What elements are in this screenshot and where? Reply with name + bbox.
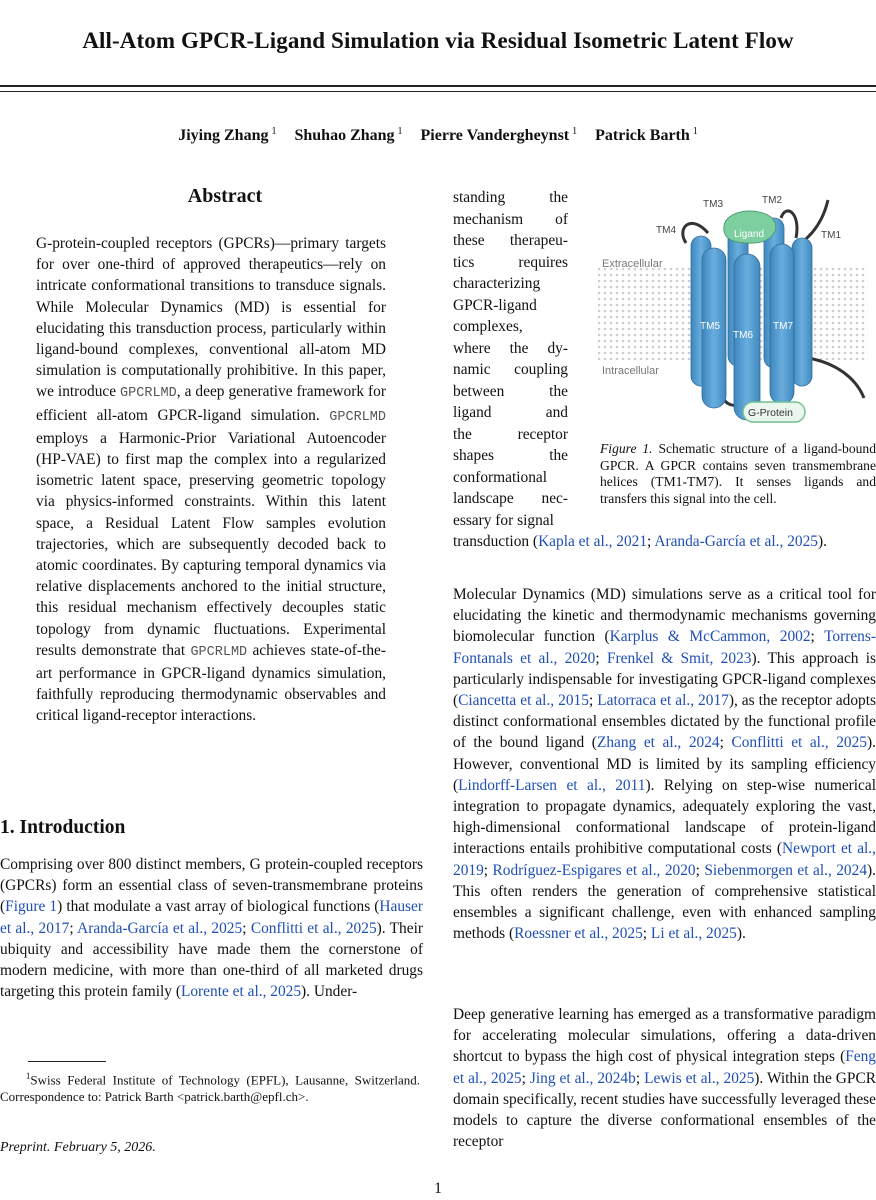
tm3-label: TM3: [703, 199, 723, 210]
citation-link[interactable]: Hauser et al., 2017: [0, 898, 423, 937]
intracellular-label: Intracellular: [602, 365, 659, 377]
text-line: conformational: [453, 468, 548, 486]
section-heading-introduction: 1. Introduction: [0, 817, 126, 838]
text-line: essary for signal: [453, 511, 554, 529]
author: Shuhao Zhang $^1$: [294, 126, 403, 145]
text-line: tics requires: [453, 253, 568, 271]
citation-link[interactable]: Conflitti et al., 2025: [250, 919, 377, 937]
ligand-label: Ligand: [734, 229, 765, 240]
text-line: ligand and: [453, 404, 568, 421]
intro-continuation: transduction (Kapla et al., 2021; Aranda-García et al., 2025).: [453, 533, 827, 550]
citation-link[interactable]: Rodríguez-Espigares et al., 2020: [492, 861, 696, 879]
paper-title: All-Atom GPCR-Ligand Simulation via Residual Isometric Latent Flow: [82, 28, 794, 53]
figure-link[interactable]: Figure 1: [5, 898, 58, 916]
text-line: shapes the: [453, 447, 568, 464]
figure-caption: Figure 1. Schematic structure of a ligand-bound GPCR. A GPCR contains seven transmembrane helices (TM1-TM7). It senses ligands and transfers this signal into the cell.: [600, 441, 876, 506]
tm5-label: TM5: [700, 321, 720, 332]
tm6-label: TM6: [733, 330, 753, 341]
author: Jiying Zhang $^1$: [178, 126, 277, 145]
tm7-label: TM7: [773, 321, 793, 332]
citation-link[interactable]: Aranda-García et al., 2025: [654, 533, 818, 550]
g-protein-label: G-Protein: [748, 407, 793, 419]
figure-caption-label: Figure 1.: [600, 441, 653, 456]
generative-paragraph: Deep generative learning has emerged as a transformative paradigm for accelerating molecular simulations, offering a data-driven shortcut to bypass the high cost of physical integration steps (Feng et al., 2025; Jing et al., 2024b; Lewis et al., 2025). Within the GPCR domain specifically, recent studies have successfully leveraged these models to capture the diverse conformational ensembles of the receptor: [453, 1006, 876, 1151]
citation-link[interactable]: Roessner et al., 2025: [514, 925, 643, 943]
citation-link[interactable]: Aranda-García et al., 2025: [77, 919, 243, 937]
title-rule-bottom: [0, 91, 876, 92]
citation-link[interactable]: Frenkel & Smit, 2023: [606, 649, 752, 667]
text-line: these therapeu-: [453, 232, 568, 249]
tm1-label: TM1: [821, 230, 841, 241]
tm2-label: TM2: [762, 195, 782, 206]
citation-link[interactable]: Lorente et al., 2025: [180, 983, 302, 1001]
citation-link[interactable]: Siebenmorgen et al., 2024: [704, 861, 868, 879]
model-name: GPCRLMD: [190, 644, 248, 660]
citation-link[interactable]: Jing et al., 2024b: [529, 1069, 636, 1087]
text-line: standing the: [453, 189, 568, 206]
text-line: landscape nec-: [453, 490, 568, 507]
text-line: mechanism of: [453, 210, 568, 228]
citation-link[interactable]: Li et al., 2025: [650, 925, 737, 943]
abstract-heading: Abstract: [187, 185, 263, 207]
text-line: the receptor: [453, 425, 568, 443]
gpcr-schematic-figure: [596, 188, 871, 428]
text-line: complexes,: [453, 318, 523, 335]
model-name: GPCRLMD: [329, 409, 386, 425]
abstract-body: G-protein-coupled receptors (GPCRs)—primary targets for over one-third of approved therapeutics—rely on intricate conformational transitions to transduce signals. While Molecular Dynamics (MD) is essential for elucidating this transduction process, particularly within ligand-bound complexes, conventional all-atom MD simulation is computationally prohibitive. In this paper, we introduce GPCRLMD, a deep generative framework for efficient all-atom GPCR-ligand simulation. GPCRLMD employs a Harmonic-Prior Variational Autoencoder (HP-VAE) to first map the complex into a regularized isometric latent space, preserving geometric topology via physics-informed constraints. Within this latent space, a Residual Latent Flow samples evolution trajectories, which are subsequently decoded back to atomic coordinates. By capturing temporal dynamics via relative displacements anchored to the initial structure, this residual mechanism effectively decouples static topology from dynamic fluctuations. Experimental results demonstrate that GPCRLMD achieves state-of-the-art performance in GPCR-ligand dynamics simulation, faithfully reproducing thermodynamic observables and critical ligand-receptor interactions.: [36, 235, 386, 725]
citation-link[interactable]: Lindorff-Larsen et al., 2011: [458, 776, 646, 794]
author: Patrick Barth $^1$: [595, 126, 698, 145]
helix-tm1: [792, 238, 812, 386]
affiliation-footnote: $^1$Swiss Federal Institute of Technology (EPFL), Lausanne, Switzerland. Correspondence to: Patrick Barth <patrick.barth@epfl.ch>.: [0, 1071, 421, 1104]
text-line: GPCR-ligand: [453, 296, 537, 314]
citation-link[interactable]: Newport et al., 2019: [453, 840, 876, 879]
page-number: 1: [434, 1180, 442, 1197]
c-terminus: [808, 358, 864, 398]
title-rule-top: [0, 85, 876, 87]
extracellular-label: Extracellular: [602, 258, 663, 270]
citation-link[interactable]: Ciancetta et al., 2015: [458, 692, 589, 710]
text-line: characterizing: [453, 275, 541, 292]
preprint-date: Preprint. February 5, 2026.: [0, 1140, 156, 1155]
citation-link[interactable]: Karplus & McCammon, 2002: [609, 628, 811, 646]
citation-link[interactable]: Zhang et al., 2024: [596, 734, 720, 752]
citation-link[interactable]: Lewis et al., 2025: [644, 1069, 755, 1087]
tm4-label: TM4: [656, 225, 676, 236]
citation-link[interactable]: Kapla et al., 2021: [538, 533, 648, 550]
text-line: where the dy-: [453, 339, 568, 357]
citation-link[interactable]: Feng et al., 2025: [453, 1048, 876, 1087]
wrapped-text-column: [453, 187, 568, 531]
citation-link[interactable]: Latorraca et al., 2017: [597, 692, 729, 710]
model-name: GPCRLMD: [120, 386, 177, 402]
text-line: between the: [453, 382, 568, 400]
intro-paragraph: Comprising over 800 distinct members, G protein-coupled receptors (GPCRs) form an essential class of seven-transmembrane proteins (Figure 1) that modulate a vast array of biological functions (Hauser et al., 2017; Aranda-García et al., 2025; Conflitti et al., 2025). Their ubiquity and accessibility have made them the cornerstone of modern medicine, with more than one-third of all marketed drugs targeting this protein family (Lorente et al., 2025). Under-: [0, 856, 423, 1001]
author-list: [0, 126, 876, 145]
text-line: namic coupling: [453, 361, 568, 378]
footnote-rule: [28, 1061, 106, 1062]
md-paragraph: Molecular Dynamics (MD) simulations serve as a critical tool for elucidating the kinetic and thermodynamic mechanisms governing biomolecular function (Karplus & McCammon, 2002; Torrens-Fontanals et al., 2020; Frenkel & Smit, 2023). This approach is particularly indispensable for investigating GPCR-ligand complexes (Ciancetta et al., 2015; Latorraca et al., 2017), as the receptor adopts distinct conformational ensembles dictated by the functional profile of the bound ligand (Zhang et al., 2024; Conflitti et al., 2025). However, conventional MD is limited by its sampling efficiency (Lindorff-Larsen et al., 2011). Relying on step-wise numerical integration to propagate dynamics, adequately exploring the vast, high-dimensional conformational landscape of protein-ligand interactions entails prohibitive computational costs (Newport et al., 2019; Rodríguez-Espigares et al., 2020; Siebenmorgen et al., 2024). This often renders the generation of comprehensive statistical ensembles a significant challenge, even with enhanced sampling methods (Roessner et al., 2025; Li et al., 2025).: [453, 586, 876, 943]
author: Pierre Vandergheynst $^1$: [420, 126, 578, 145]
citation-link[interactable]: Conflitti et al., 2025: [731, 734, 867, 752]
citation-link[interactable]: Torrens-Fontanals et al., 2020: [453, 628, 876, 667]
